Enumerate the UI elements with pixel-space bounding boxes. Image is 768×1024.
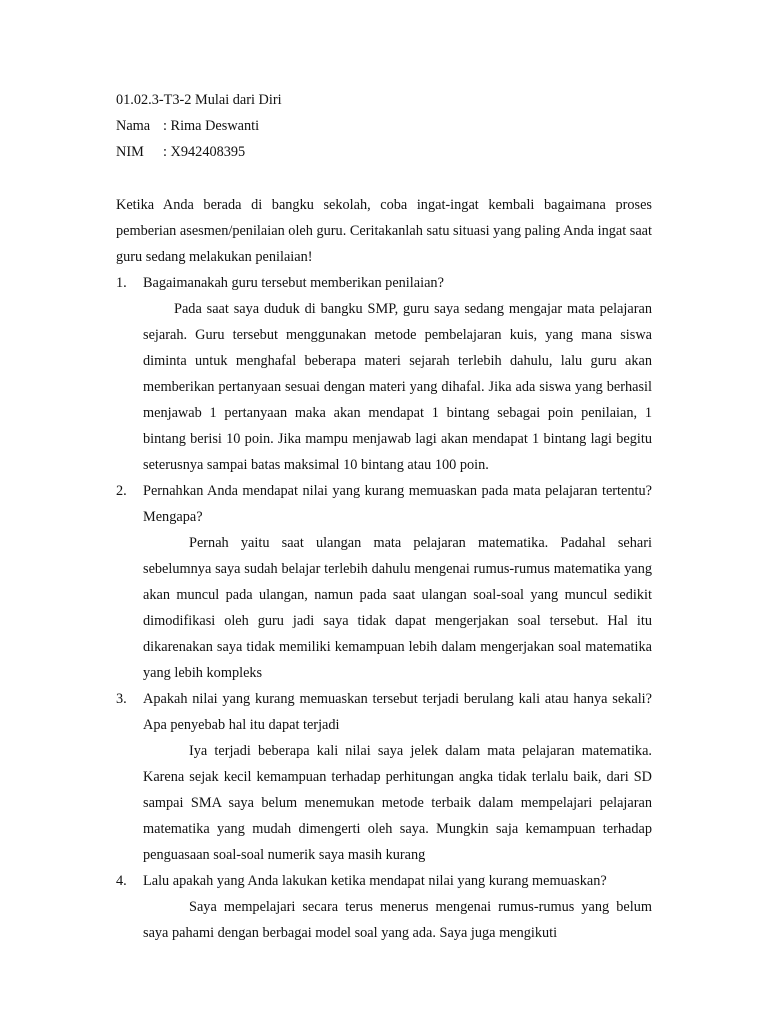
intro-paragraph: Ketika Anda berada di bangku sekolah, coba ingat-ingat kembali bagaimana proses pemberian asesmen/penilaian oleh guru. Ceritakanlah satu situasi yang paling Anda ingat saat guru sedang melakukan penilaian!: [116, 197, 652, 265]
answer-2: Pernah yaitu saat ulangan mata pelajaran matematika. Padahal sehari sebelumnya saya sudah belajar terlebih dahulu mengenai rumus-rumus matematika yang akan muncul pada ulangan, namun pada saat ulangan soal-soal yang muncul sedikit dimodifikasi oleh guru jadi saya tidak dapat mengerjakan soal tersebut. Hal itu dikarenakan saya tidak memiliki kemampuan lebih dalam mengerjakan soal matematika yang lebih kompleks: [143, 535, 652, 681]
question-text: Lalu apakah yang Anda lakukan ketika mendapat nilai yang kurang memuaskan?: [143, 873, 607, 889]
question-text: Apakah nilai yang kurang memuaskan tersebut terjadi berulang kali atau hanya sekali? Apa penyebab hal itu dapat terjadi: [143, 691, 652, 733]
name-row: [116, 113, 652, 139]
spacer: [116, 165, 652, 192]
question-2: [116, 478, 652, 530]
question-number: 1.: [116, 275, 127, 291]
question-number: 2.: [116, 483, 127, 499]
answer-3: Iya terjadi beberapa kali nilai saya jelek dalam mata pelajaran matematika. Karena sejak kecil kemampuan terhadap perhitungan angka tidak terlalu baik, dari SD sampai SMA saya belum menemukan metode terbaik dalam mempelajari pelajaran matematika yang mudah dimengerti oleh saya. Mungkin saja kemampuan terhadap penguasaan soal-soal numerik saya masih kurang: [143, 743, 652, 863]
name-label: Nama: [116, 118, 151, 134]
question-1: [116, 270, 652, 296]
nim-value: : X942408395: [163, 144, 246, 160]
question-number: 4.: [116, 873, 127, 889]
question-3: [116, 686, 652, 738]
question-text: Pernahkan Anda mendapat nilai yang kurang memuaskan pada mata pelajaran tertentu? Mengapa?: [143, 483, 652, 525]
name-value: : Rima Deswanti: [163, 118, 260, 134]
answer-1: Pada saat saya duduk di bangku SMP, guru saya sedang mengajar mata pelajaran sejarah. Guru tersebut menggunakan metode pembelajaran kuis, yang mana siswa diminta untuk menghafal beberapa materi sejarah terlebih dahulu, lalu guru akan memberikan pertanyaan sesuai dengan materi yang dihafal. Jika ada siswa yang berhasil menjawab 1 pertanyaan maka akan mendapat 1 bintang sebagai poin penilaian, 1 bintang berisi 10 poin. Jika mampu menjawab lagi akan mendapat 1 bintang lagi begitu seterusnya sampai batas maksimal 10 bintang atau 100 poin.: [143, 301, 652, 473]
question-text: Bagaimanakah guru tersebut memberikan penilaian?: [143, 275, 444, 291]
document-title: 01.02.3-T3-2 Mulai dari Diri: [116, 92, 282, 108]
question-number: 3.: [116, 691, 127, 707]
question-4: [116, 868, 652, 894]
nim-label: NIM: [116, 144, 144, 160]
answer-4: Saya mempelajari secara terus menerus mengenai rumus-rumus yang belum saya pahami dengan berbagai model soal yang ada. Saya juga mengikuti: [143, 899, 652, 941]
nim-row: [116, 139, 652, 165]
